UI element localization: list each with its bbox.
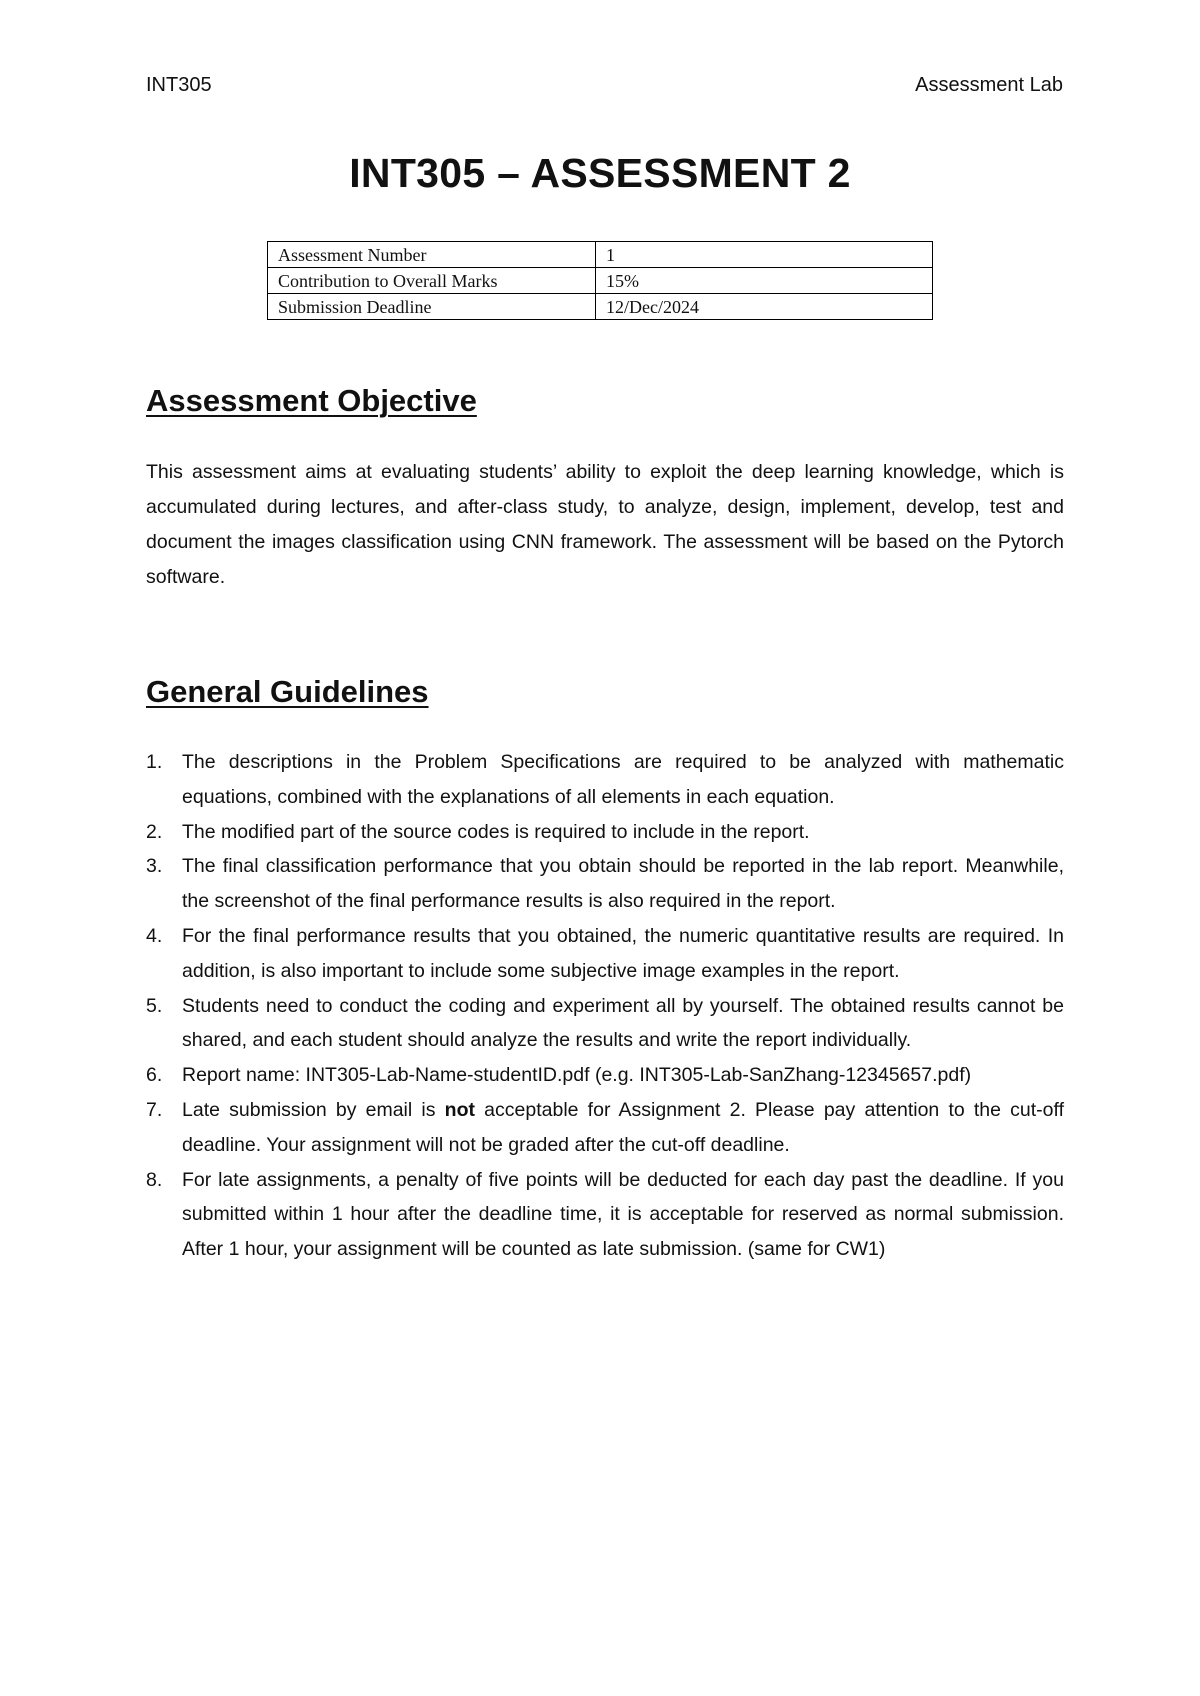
list-item-text: Report name: INT305-Lab-Name-studentID.pdf (e.g. INT305-Lab-SanZhang-12345657.pdf) — [182, 1064, 972, 1087]
guidelines-list — [146, 745, 1064, 1267]
list-item — [146, 745, 1064, 815]
list-item-number: 5. — [146, 994, 163, 1017]
list-item-number: 8. — [146, 1168, 163, 1191]
guidelines-heading: General Guidelines — [146, 674, 429, 709]
list-item-text: The modified part of the source codes is required to include in the report. — [182, 820, 810, 843]
list-item-number: 3. — [146, 855, 163, 878]
list-item — [146, 815, 1064, 850]
header-course-code: INT305 — [146, 74, 212, 96]
list-item — [146, 1093, 1064, 1163]
objective-paragraph: This assessment aims at evaluating students’ ability to exploit the deep learning knowledge, which is accumulated during lectures, and after-class study, to analyze, design, implement, develop, test and document the images classification using CNN framework. The assessment will be based on the Pytorch software. — [146, 461, 1064, 588]
list-item — [146, 1058, 1064, 1093]
objective-heading: Assessment Objective — [146, 383, 477, 418]
list-item — [146, 989, 1064, 1059]
list-item-number: 6. — [146, 1064, 163, 1087]
list-item-number: 2. — [146, 820, 163, 843]
list-item-number: 7. — [146, 1098, 163, 1121]
table-cell-value: 15% — [596, 268, 933, 294]
list-item-text-emphasis: not — [444, 1098, 475, 1121]
list-item-text: The final classification performance that you obtain should be reported in the lab report. Meanwhile, the screenshot of the final performance results is also required in the report. — [182, 855, 1064, 913]
list-item-text: For late assignments, a penalty of five points will be deducted for each day past the deadline. If you submitted within 1 hour after the deadline time, it is acceptable for reserved as normal submission. After 1 hour, your assignment will be counted as late submission. (same for CW1) — [182, 1168, 1064, 1261]
list-item — [146, 1163, 1064, 1267]
list-item-number: 4. — [146, 924, 163, 947]
list-item — [146, 849, 1064, 919]
list-item-text-end: acceptable for Assignment 2. Please pay attention to the cut-off deadline. Your assignment will not be graded after the cut-off deadline. — [182, 1098, 1065, 1156]
list-item-text: For the final performance results that you obtained, the numeric quantitative results are required. In addition, is also important to include some subjective image examples in the report. — [182, 924, 1064, 982]
table-cell-label: Contribution to Overall Marks — [268, 268, 596, 294]
list-item — [146, 919, 1064, 989]
table-cell-label: Assessment Number — [268, 242, 596, 268]
header-doc-type: Assessment Lab — [915, 74, 1063, 96]
table-cell-value: 1 — [596, 242, 933, 268]
table-cell-label: Submission Deadline — [268, 294, 596, 320]
assessment-info-table — [267, 241, 933, 320]
table-row — [268, 242, 933, 268]
list-item-number: 1. — [146, 751, 163, 773]
document-title: INT305 – ASSESSMENT 2 — [349, 150, 851, 196]
table-cell-value: 12/Dec/2024 — [596, 294, 933, 320]
list-item-text: Students need to conduct the coding and experiment all by yourself. The obtained results cannot be shared, and each student should analyze the results and write the report individually. — [182, 994, 1064, 1052]
table-row — [268, 268, 933, 294]
list-item-text-start: Late submission by email is — [182, 1098, 445, 1121]
table-row — [268, 294, 933, 320]
list-item-text: The descriptions in the Problem Specifications are required to be analyzed with mathematic equations, combined with the explanations of all elements in each equation. — [182, 751, 1064, 808]
